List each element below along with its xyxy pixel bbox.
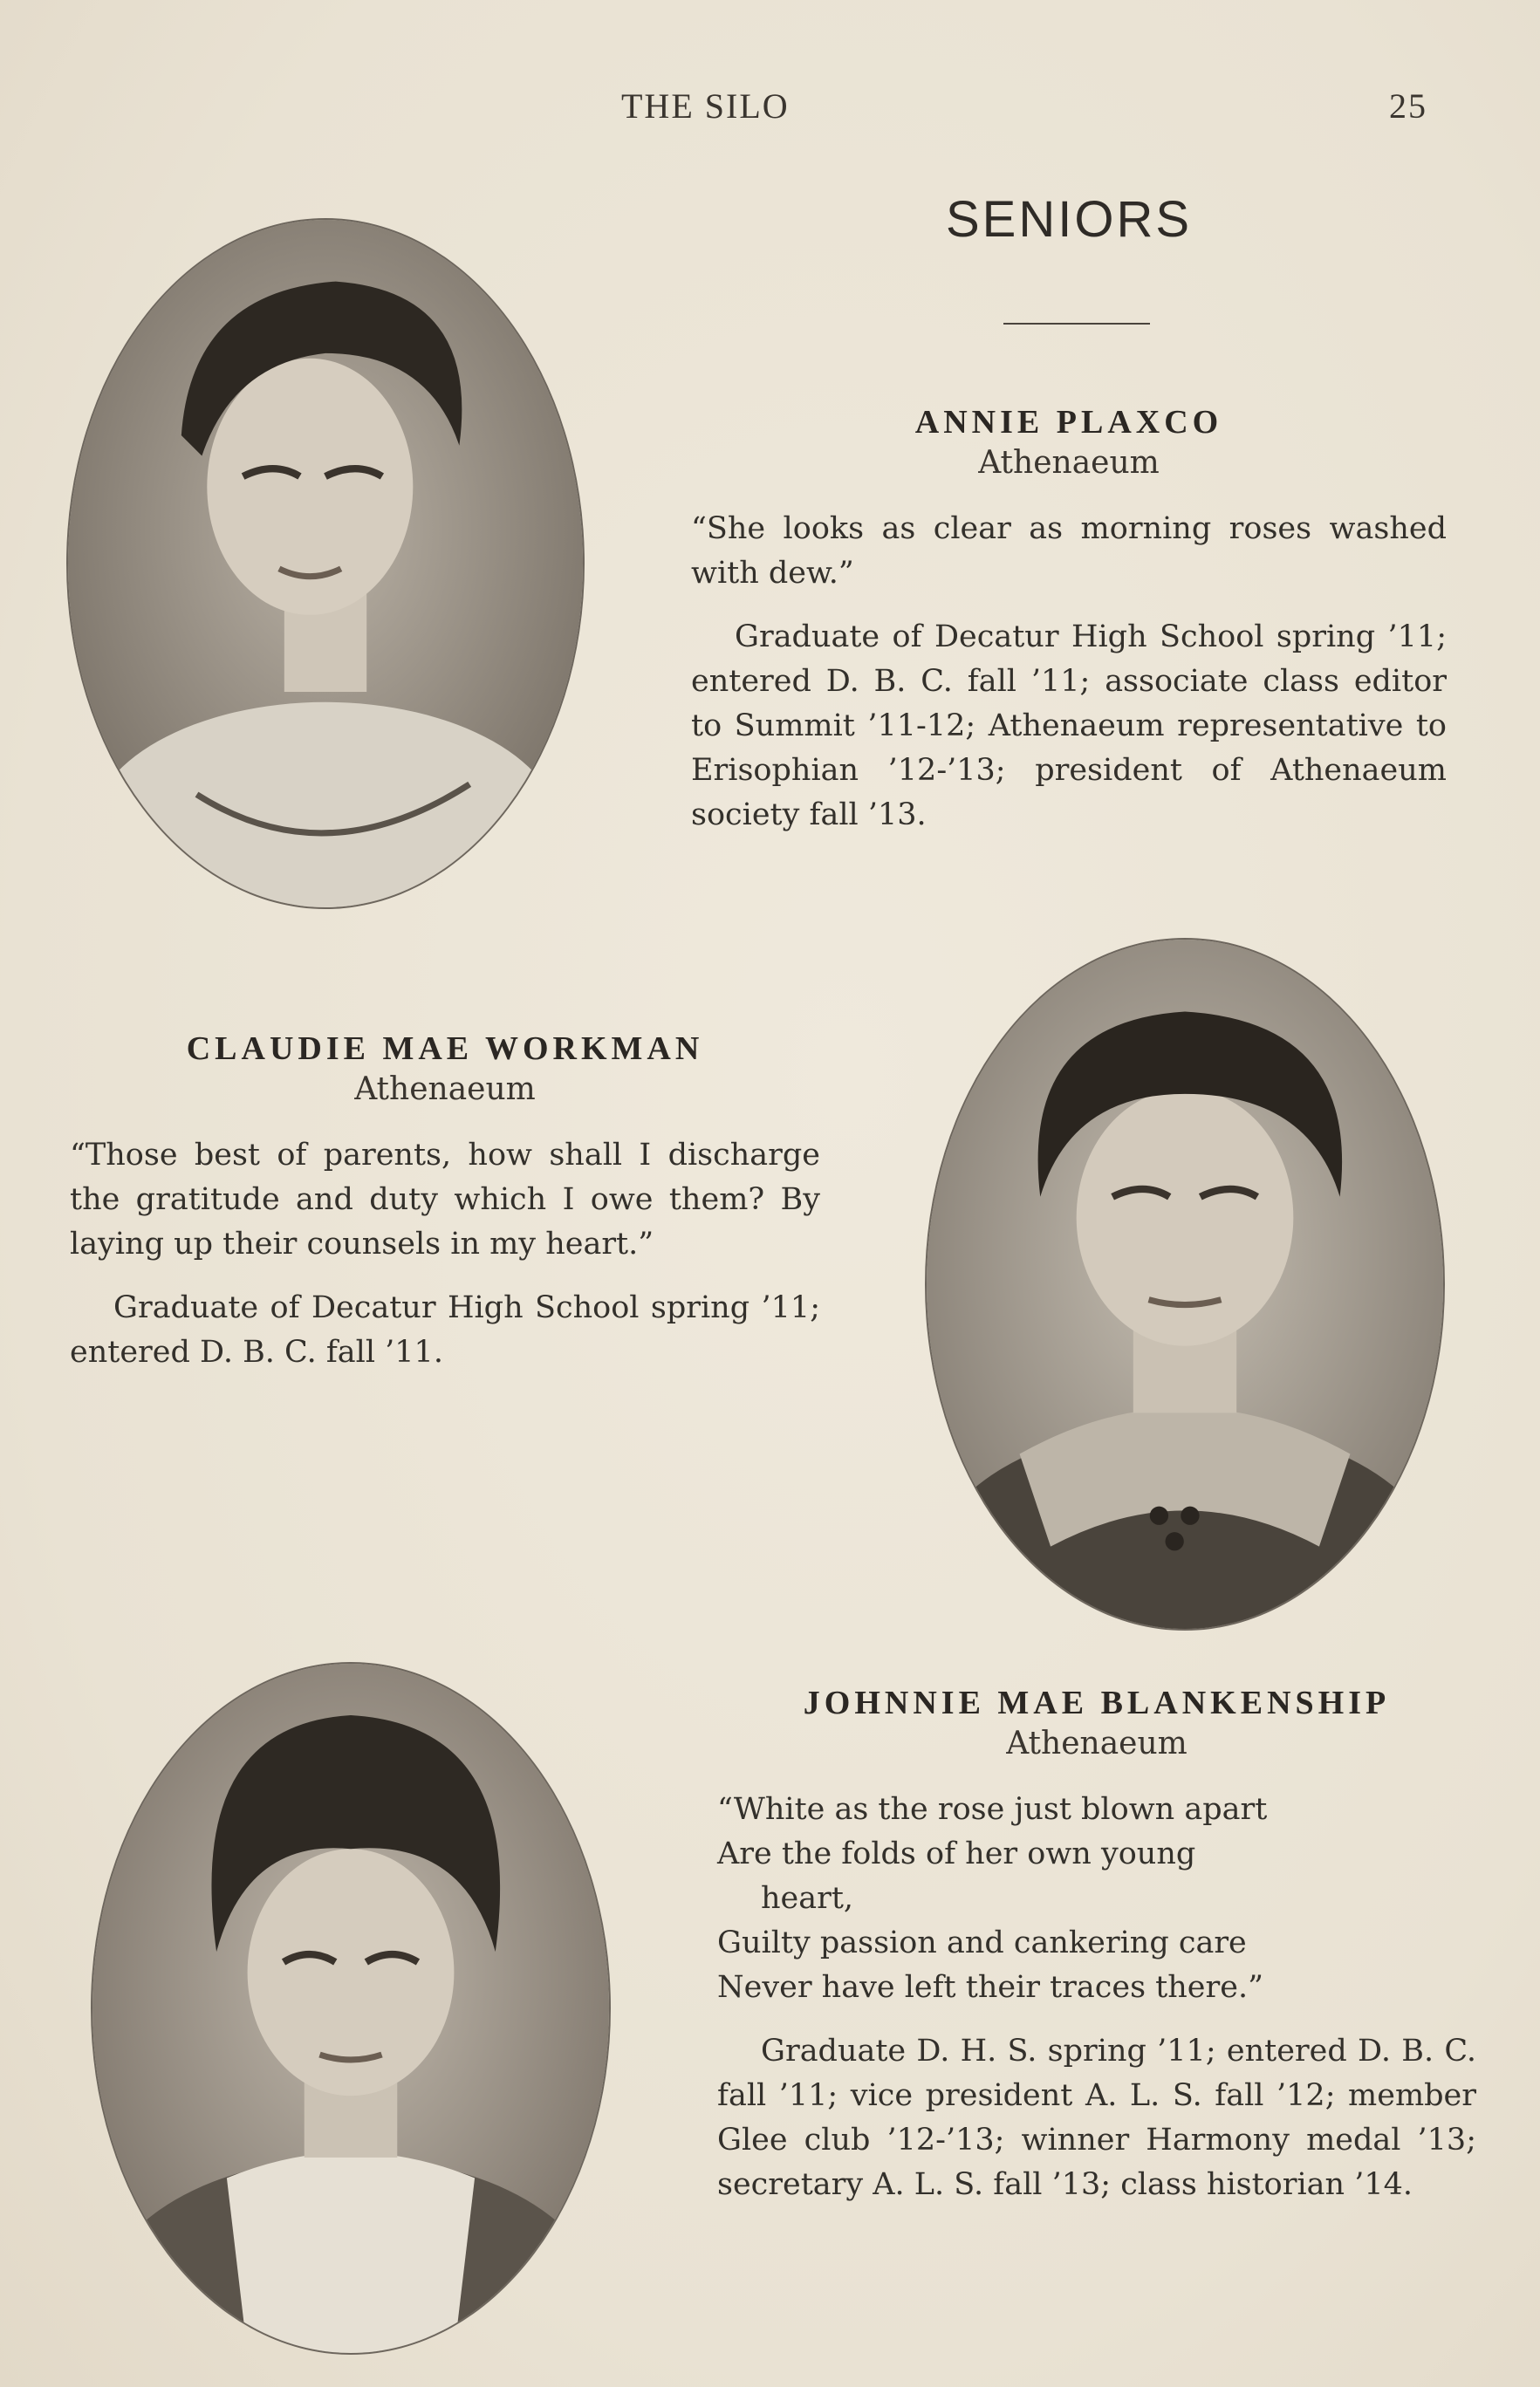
quote-line: Never have left their traces there.”: [717, 1970, 1263, 2005]
running-head-title: THE SILO: [621, 86, 790, 126]
senior-entry-annie-plaxco: [691, 403, 1447, 857]
portrait-photo-claudie-mae-workman: [925, 938, 1445, 1631]
society-name: Athenaeum: [354, 1071, 536, 1107]
senior-name: ANNIE PLAXCO: [914, 404, 1223, 441]
senior-entry-claudie-mae-workman: [70, 1029, 820, 1394]
section-title: SENIORS: [945, 191, 1193, 248]
quote-line: Guilty passion and cankering care: [717, 1925, 1247, 1960]
portrait-photo-annie-plaxco: [66, 218, 585, 909]
senior-name: JOHNNIE MAE BLANKENSHIP: [803, 1685, 1391, 1721]
senior-quote: “She looks as clear as morning roses washed with dew.”: [691, 511, 1447, 591]
society-name: Athenaeum: [1006, 1726, 1188, 1761]
senior-quote: “Those best of parents, how shall I discharge the gratitude and duty which I owe them? By laying up their counsels in my heart.”: [70, 1138, 820, 1262]
quote-line: Are the folds of her own young: [717, 1836, 1196, 1871]
senior-bio: Graduate of Decatur High School spring ’11; entered D. B. C. fall ’11; associate class editor to Summit ’11-12; Athenaeum representative to Erisophian ’12-’13; president of Athenaeum society fall ’13.: [691, 619, 1447, 832]
senior-bio: Graduate of Decatur High School spring ’11; entered D. B. C. fall ’11.: [70, 1290, 820, 1370]
senior-bio: Graduate D. H. S. spring ’11; entered D. B. C. fall ’11; vice president A. L. S. fall ’12; member Glee club ’12-’13; winner Harmony medal ’13; secretary A. L. S. fall ’13; class historian ’14.: [717, 2034, 1476, 2202]
senior-name: CLAUDIE MAE WORKMAN: [186, 1030, 704, 1067]
portrait-photo-johnnie-mae-blankenship: [91, 1662, 611, 2355]
title-rule: [1003, 323, 1150, 325]
quote-line: “White as the rose just blown apart: [717, 1792, 1268, 1827]
page-number: 25: [1389, 86, 1427, 126]
society-name: Athenaeum: [978, 445, 1160, 481]
senior-entry-johnnie-mae-blankenship: [717, 1684, 1476, 2226]
senior-quote: [717, 1788, 1476, 2010]
quote-line: heart,: [761, 1881, 854, 1916]
